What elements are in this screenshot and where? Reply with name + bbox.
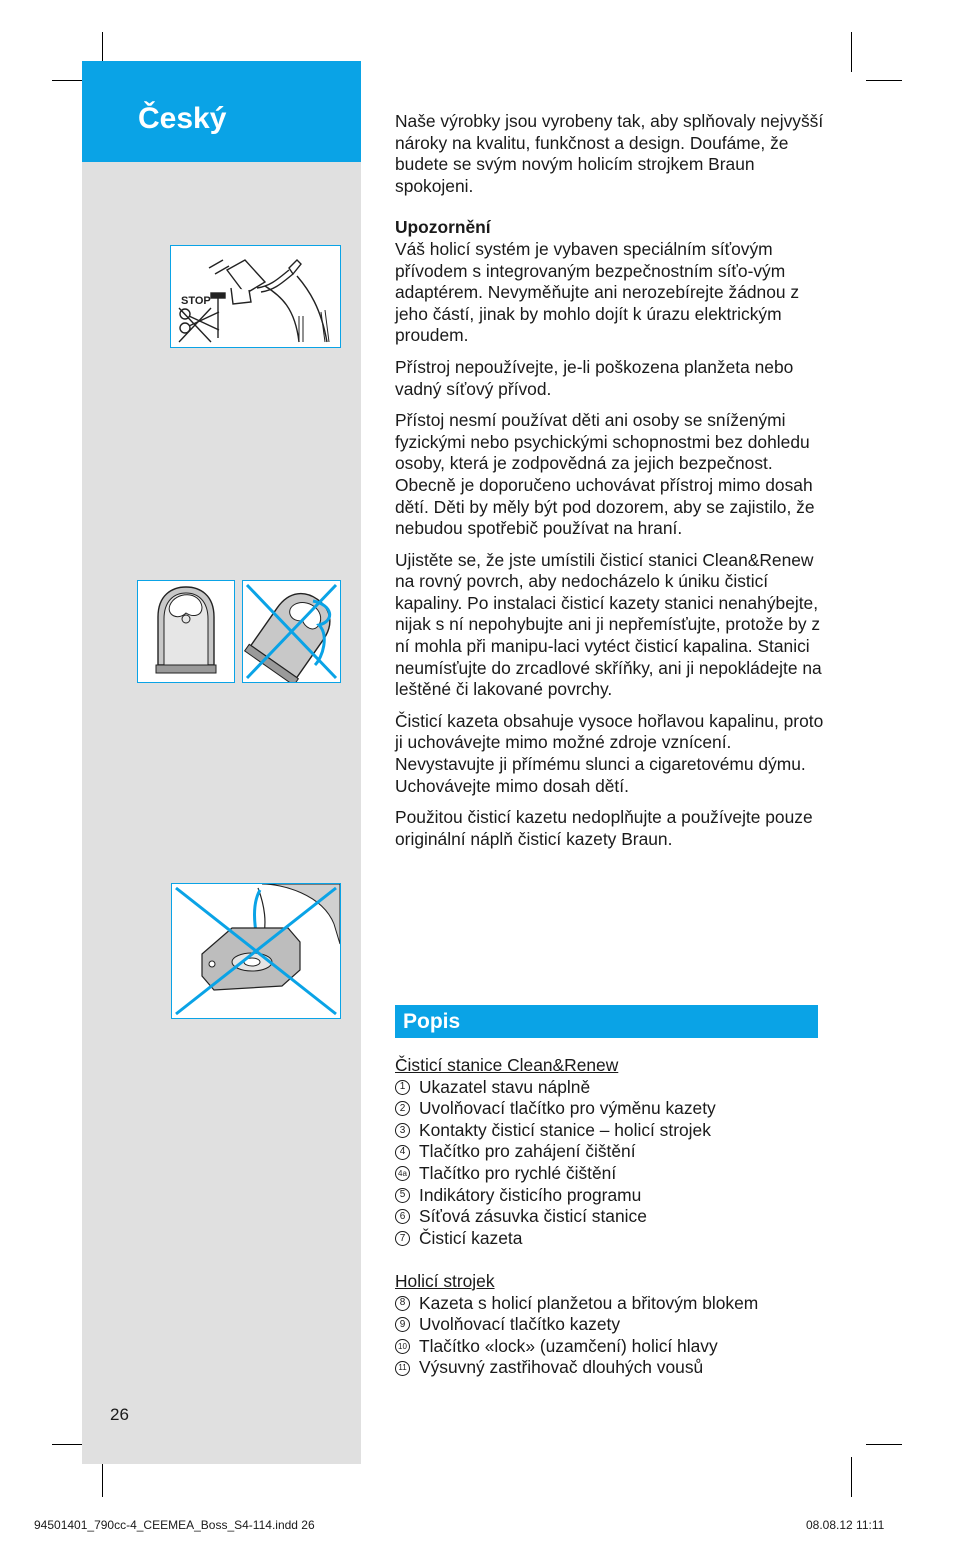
- figure-cartridge-refill: [171, 883, 341, 1019]
- part-number-badge: 9: [395, 1317, 410, 1332]
- cartridge-refill-icon: [172, 884, 340, 1018]
- part-label: Výsuvný zastřihovač dlouhých vousů: [419, 1357, 704, 1378]
- part-number-badge: 1: [395, 1080, 410, 1095]
- part-number-badge: 5: [395, 1188, 410, 1203]
- warning-paragraph: Ujistěte se, že jste umístili čisticí stanici Clean&Renew na rovný povrch, aby nedocházelo k úniku čisticí kapaliny. Po instalaci čisticí kazety stanici nenahýbejte, nijak s ní nepohybujte ani ji nepřemísťujte, protože by z ní mohla při manipu-laci vytéct čisticí kapalina. Stanici neumísťujte do zrcadlové skříňky, ani ji nepokládejte na leštěné či lakované povrchy.: [395, 549, 822, 700]
- page-number: 26: [110, 1405, 129, 1424]
- part-number-badge: 8: [395, 1296, 410, 1311]
- list-item: [395, 1206, 825, 1228]
- warning-heading: Upozornění: [395, 217, 491, 238]
- warning-paragraph: Přístroj nepoužívejte, je-li poškozena planžeta nebo vadný síťový přívod.: [395, 356, 794, 399]
- crop-mark: [851, 32, 852, 72]
- popis-band: [395, 1005, 818, 1038]
- station-tilted-icon: [243, 581, 340, 682]
- part-label: Tlačítko pro rychlé čištění: [419, 1162, 617, 1183]
- figure-station-tilted: [242, 580, 341, 683]
- crop-mark: [866, 1444, 902, 1445]
- power-adapter-icon: [171, 246, 340, 347]
- crop-mark: [866, 80, 902, 81]
- part-number-badge: 4a: [395, 1166, 410, 1181]
- part-label: Uvolňovací tlačítko pro výměnu kazety: [419, 1098, 716, 1119]
- part-number-badge: 2: [395, 1101, 410, 1116]
- page-title: Český: [138, 102, 227, 135]
- list-item: [395, 1228, 825, 1250]
- part-number-badge: 6: [395, 1209, 410, 1224]
- list-item: [395, 1185, 825, 1207]
- warning-paragraph: Váš holicí systém je vybaven speciálním síťovým přívodem s integrovaným bezpečnostním síťo-vým adaptérem. Nevyměňujte ani nerozebírejte žádnou z jeho částí, jinak by mohlo dojít k úrazu elektrickým proudem.: [395, 238, 800, 346]
- popis-title: Popis: [403, 1010, 461, 1033]
- list-item: [395, 1336, 825, 1358]
- crop-mark: [851, 1457, 852, 1497]
- list-item: [395, 1314, 825, 1336]
- warning-paragraph: Čisticí kazeta obsahuje vysoce hořlavou kapalinu, proto ji uchovávejte mimo možné zdroje vznícení. Nevystavujte ji přímému slunci a cigaretovému dýmu. Uchovávejte mimo dosah dětí.: [395, 710, 824, 796]
- figure-power-cord: [170, 245, 341, 348]
- part-label: Ukazatel stavu náplně: [419, 1076, 591, 1097]
- list-item: [395, 1077, 825, 1099]
- warning-paragraph: Použitou čisticí kazetu nedoplňujte a používejte pouze originální náplň čisticí kazety Braun.: [395, 807, 813, 849]
- main-text: [395, 111, 825, 860]
- list-item: [395, 1141, 825, 1163]
- part-label: Čisticí kazeta: [419, 1227, 523, 1248]
- list-item: [395, 1163, 825, 1185]
- part-label: Kazeta s holicí planžetou a břitovým blokem: [419, 1292, 759, 1313]
- stop-label: STOP: [181, 295, 211, 307]
- list-item: [395, 1357, 825, 1379]
- warning-paragraph: Přístoj nesmí používat děti ani osoby se sníženými fyzickými nebo psychickými schopnostmi bez dohledu osoby, která je zodpovědná za jejich bezpečnost. Obecně je doporučeno uchovávat přístroj mimo dosah dětí. Děti by měly být pod dozorem, aby se zajistilo, že nebudou spotřebič používat na hraní.: [395, 410, 815, 539]
- part-label: Tlačítko «lock» (uzamčení) holicí hlavy: [419, 1335, 718, 1356]
- figure-station-upright: [137, 580, 235, 683]
- print-date: 08.08.12 11:11: [806, 1518, 885, 1532]
- part-number-badge: 7: [395, 1231, 410, 1246]
- part-label: Síťová zásuvka čisticí stanice: [419, 1206, 647, 1227]
- part-label: Uvolňovací tlačítko kazety: [419, 1314, 621, 1335]
- part-label: Tlačítko pro zahájení čištění: [419, 1141, 636, 1162]
- station-heading: Čisticí stanice Clean&Renew: [395, 1055, 619, 1075]
- part-number-badge: 11: [395, 1361, 410, 1376]
- list-item: [395, 1098, 825, 1120]
- part-number-badge: 3: [395, 1123, 410, 1138]
- shaver-parts-list: [395, 1271, 825, 1379]
- intro-paragraph: Naše výrobky jsou vyrobeny tak, aby splňovaly nejvyšší nároky na kvalitu, funkčnost a design. Doufáme, že budete se svým novým holicím strojkem Braun spokojeni.: [395, 111, 824, 196]
- part-label: Indikátory čisticího programu: [419, 1184, 642, 1205]
- part-label: Kontakty čisticí stanice – holicí strojek: [419, 1119, 711, 1140]
- shaver-heading: Holicí strojek: [395, 1271, 495, 1291]
- station-parts-list: [395, 1055, 825, 1249]
- list-item: [395, 1293, 825, 1315]
- part-number-badge: 4: [395, 1145, 410, 1160]
- part-number-badge: 10: [395, 1339, 410, 1354]
- print-slug: 94501401_790cc-4_CEEMEA_Boss_S4-114.indd 26: [34, 1518, 315, 1532]
- cleaning-station-icon: [138, 581, 234, 682]
- list-item: [395, 1120, 825, 1142]
